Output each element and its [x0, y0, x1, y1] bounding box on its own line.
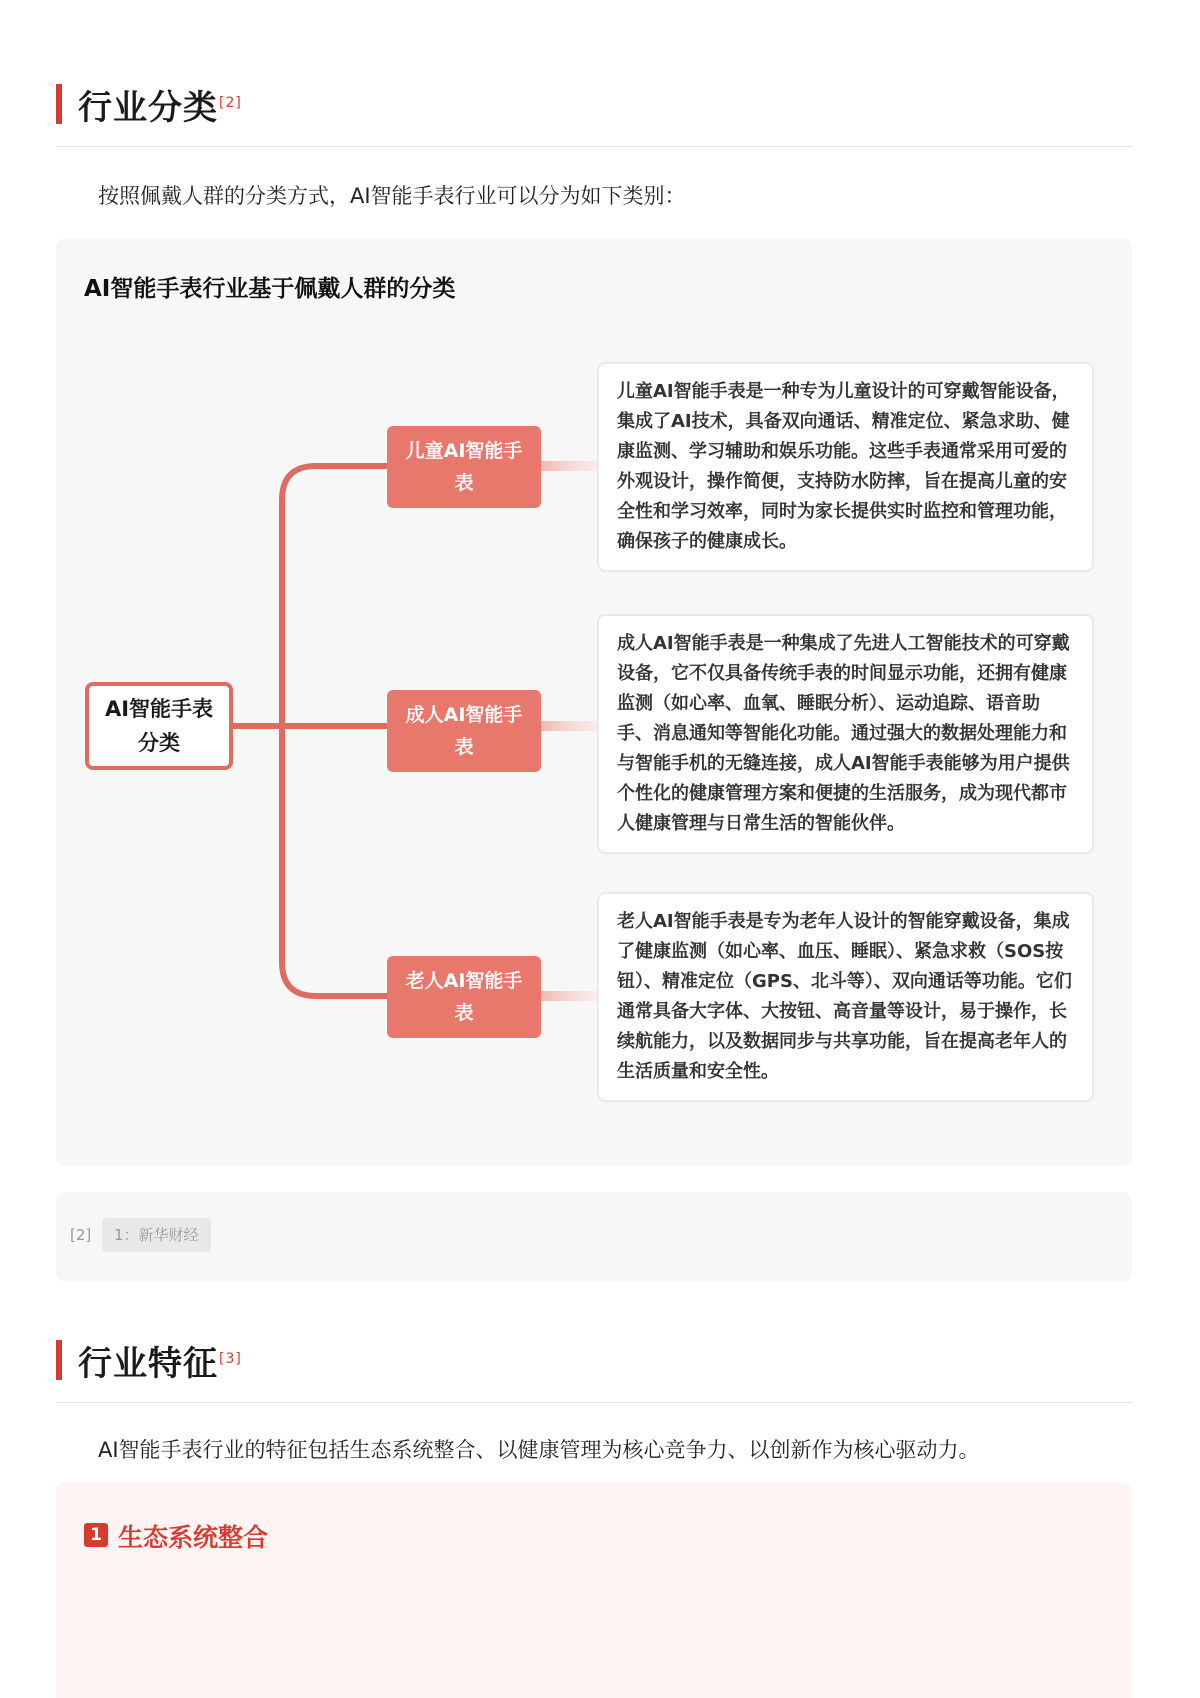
link-adult — [541, 721, 597, 731]
root-node: AI智能手表分类 — [85, 682, 233, 770]
reference-number: [2] — [70, 1226, 92, 1244]
feature-card — [56, 1482, 1132, 1698]
description-child: 儿童AI智能手表是一种专为儿童设计的可穿戴智能设备，集成了AI技术，具备双向通话、精准定位、紧急求助、健康监测、学习辅助和娱乐功能。这些手表通常采用可爱的外观设计，操作简便，支持防水防摔，旨在提高儿童的安全性和学习效率，同时为家长提供实时监控和管理功能，确保孩子的健康成长。 — [597, 362, 1094, 572]
reference-card — [56, 1192, 1132, 1282]
reference-source-chip[interactable]: 1：新华财经 — [102, 1218, 211, 1252]
citation-link[interactable]: [3] — [219, 1350, 242, 1367]
link-senior — [541, 991, 597, 1001]
feature-number-badge: 1 — [84, 1523, 108, 1547]
branch-node-adult: 成人AI智能手表 — [387, 690, 541, 772]
citation-link[interactable]: [2] — [219, 94, 242, 111]
description-senior: 老人AI智能手表是专为老年人设计的智能穿戴设备，集成了健康监测（如心率、血压、睡眠）、紧急求救（SOS按钮）、精准定位（GPS、北斗等）、双向通话等功能。它们通常具备大字体、大按钮、高音量等设计，易于操作，长续航能力，以及数据同步与共享功能，旨在提高老年人的生活质量和安全性。 — [597, 892, 1094, 1102]
section-lead-text: AI智能手表行业的特征包括生态系统整合、以健康管理为核心竞争力、以创新作为核心驱动力。 — [98, 1438, 980, 1462]
spine-connector — [282, 466, 387, 996]
link-child — [541, 461, 597, 471]
section-title: 行业特征[3] — [78, 1344, 242, 1384]
section-title: 行业分类[2] — [78, 88, 242, 128]
feature-title: 生态系统整合 — [118, 1523, 269, 1552]
branch-node-child: 儿童AI智能手表 — [387, 426, 541, 508]
description-adult: 成人AI智能手表是一种集成了先进人工智能技术的可穿戴设备，它不仅具备传统手表的时间显示功能，还拥有健康监测（如心率、血氧、睡眠分析）、运动追踪、语音助手、消息通知等智能化功能。通过强大的数据处理能力和与智能手机的无缝连接，成人AI智能手表能够为用户提供个性化的健康管理方案和便捷的生活服务，成为现代都市人健康管理与日常生活的智能伙伴。 — [597, 614, 1094, 854]
section-lead-text: 按照佩戴人群的分类方式，AI智能手表行业可以分为如下类别： — [98, 184, 686, 208]
section-divider — [56, 1402, 1132, 1403]
section-accent-bar — [56, 1340, 62, 1380]
branch-node-senior: 老人AI智能手表 — [387, 956, 541, 1038]
diagram-title: AI智能手表行业基于佩戴人群的分类 — [84, 276, 456, 302]
